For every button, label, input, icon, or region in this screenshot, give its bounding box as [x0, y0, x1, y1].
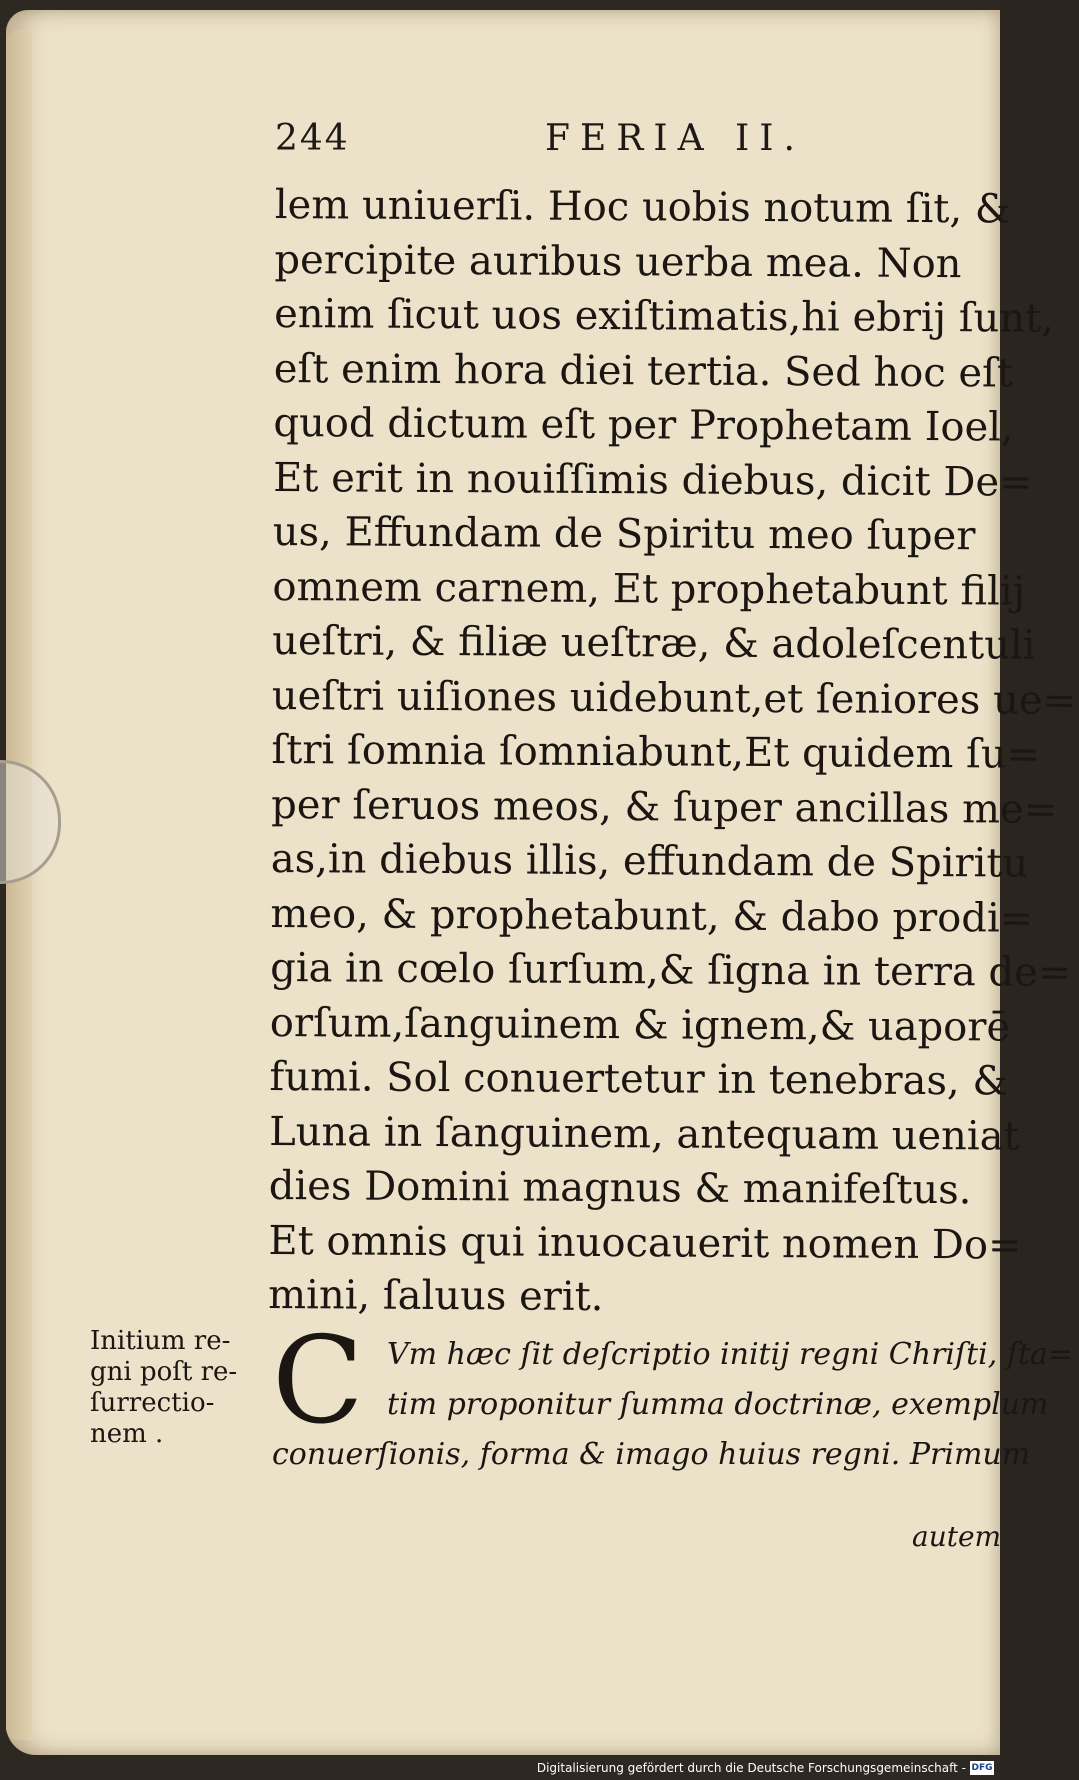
text-line: Luna in ſanguinem, antequam ueniat — [269, 1108, 1020, 1160]
text-line: mini, ſaluus erit. — [268, 1271, 604, 1321]
digitization-credit — [537, 1758, 994, 1778]
text-line: lem uniuerſi. Hoc uobis notum ſit, & — [274, 181, 1011, 233]
commentary-line: conuerſionis, forma & imago huius regni. Primum — [272, 1437, 1031, 1472]
text-line: meo, & prophetabunt, & dabo prodi= — [270, 890, 1034, 942]
text-line: eſt enim hora diei tertia. Sed hoc eſt — [273, 345, 1014, 397]
margin-note — [90, 1326, 265, 1450]
text-line: ueſtri uiſiones uidebunt,et ſeniores ue= — [271, 672, 1077, 724]
text-line: omnem carnem, Et prophetabunt filij — [272, 563, 1026, 615]
text-line: enim ſicut uos exiſtimatis,hi ebrij ſunt, — [274, 290, 1055, 342]
margin-note-line: ſurrectio- — [90, 1388, 215, 1418]
text-line: orſum,ſanguinem & ignem,& uaporē — [269, 999, 1011, 1051]
main-text — [268, 178, 1077, 1327]
text-line: percipite auribus uerba mea. Non — [274, 236, 962, 287]
text-line: quod dictum eſt per Prophetam Ioel, — [273, 399, 1014, 451]
text-line: as,in diebus illis, effundam de Spiritu — [270, 835, 1029, 887]
text-line: per ſeruos meos, & ſuper ancillas me= — [271, 781, 1058, 833]
credit-text: Digitalisierung gefördert durch die Deutsche Forschungsgemeinschaft - — [536, 1761, 966, 1775]
text-line: Et omnis qui inuocauerit nomen Do= — [268, 1217, 1022, 1269]
drop-cap: C — [272, 1312, 364, 1451]
text-line: fumi. Sol conuertetur in tenebras, & — [269, 1053, 1009, 1105]
catchword: autem — [912, 1520, 1002, 1553]
commentary-line: Vm hæc ſit deſcriptio initij regni Chriſti, ſta= — [387, 1337, 1074, 1372]
text-line: us, Effundam de Spiritu meo ſuper — [272, 508, 976, 560]
text-line: Et erit in nouiſſimis diebus, dicit De= — [273, 454, 1033, 506]
commentary — [272, 1312, 1074, 1480]
running-title: FERIA II. — [545, 118, 805, 159]
page-number: 244 — [275, 118, 350, 159]
text-line: gia in cœlo ſurſum,& ſigna in terra de= — [270, 944, 1072, 996]
margin-note-line: gni poſt re- — [90, 1357, 238, 1387]
text-line: ſtri ſomnia ſomniabunt,Et quidem ſu= — [271, 726, 1041, 778]
margin-note-line: nem . — [90, 1419, 164, 1449]
commentary-line: tim proponitur ſumma doctrinæ, exemplum — [387, 1387, 1049, 1422]
dfg-logo: DFG — [971, 1763, 993, 1773]
margin-note-line: Initium re- — [90, 1326, 231, 1356]
text-line: dies Domini magnus & manifeſtus. — [268, 1162, 972, 1214]
text-line: ueſtri, & filiæ ueſtræ, & adoleſcentuli — [272, 617, 1036, 669]
page-edge — [6, 30, 32, 1740]
